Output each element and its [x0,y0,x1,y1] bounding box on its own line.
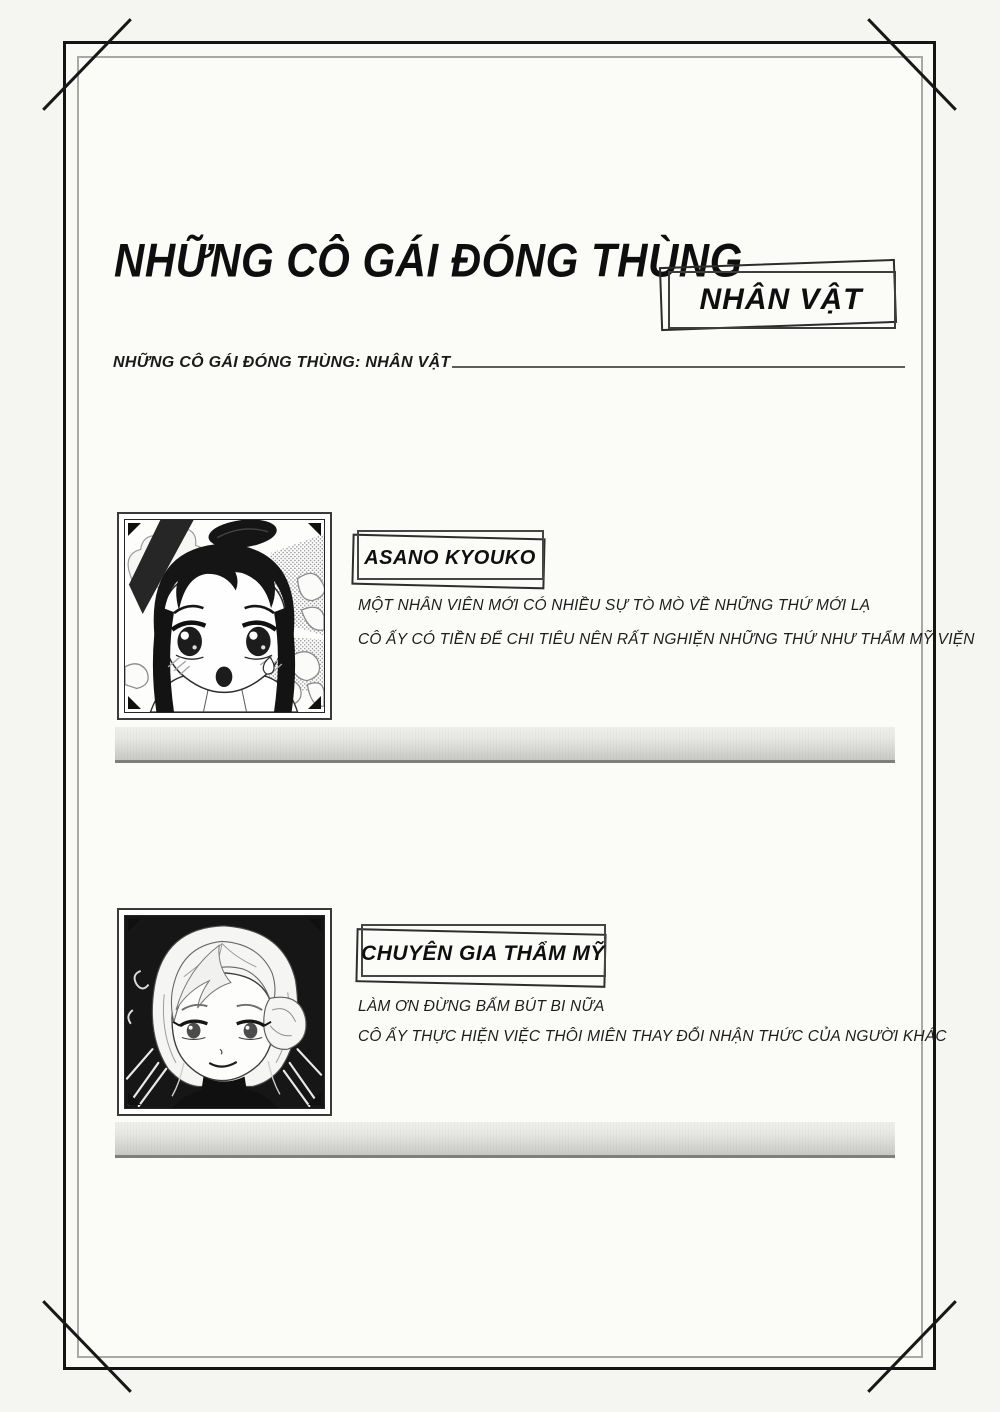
page-title: NHỮNG CÔ GÁI ĐÓNG THÙNG [114,234,743,287]
character-2-name-box [356,921,610,987]
breadcrumb-row [113,354,913,380]
breadcrumb: NHỮNG CÔ GÁI ĐÓNG THÙNG: NHÂN VẬT [113,354,451,371]
photo-corner-triangle [128,1092,141,1105]
character-1-portrait [124,519,325,713]
smiling-blonde-girl-portrait-image [125,916,324,1108]
character-2-description-line-1: LÀM ƠN ĐỪNG BẤM BÚT BI NỮA [358,998,605,1015]
surprised-dark-haired-girl-portrait-image [125,520,324,712]
character-2-description-line-2: CÔ ẤY THỰC HIỆN VIỆC THÔI MIÊN THAY ĐỔI NHẬN THỨC CỦA NGƯỜI KHÁC [358,1028,947,1045]
character-1-name-box [352,527,548,589]
character-2-portrait-frame [117,908,332,1116]
character-2-name: CHUYÊN GIA THẨM MỸ [361,942,605,965]
photo-corner-triangle [308,523,321,536]
photo-corner-triangle [128,696,141,709]
section-divider-bar [115,1122,895,1158]
characters-badge [660,257,902,339]
photo-corner-triangle [308,919,321,932]
photo-corner-triangle [308,1092,321,1105]
character-1-description-line-1: MỘT NHÂN VIÊN MỚI CÓ NHIỀU SỰ TÒ MÒ VỀ NHỮNG THỨ MỚI LẠ [358,597,871,614]
character-1-name: ASANO KYOUKO [364,546,536,569]
photo-corner-triangle [128,919,141,932]
badge-label: NHÂN VẬT [699,283,863,316]
photo-corner-triangle [128,523,141,536]
character-2-portrait [124,915,325,1109]
photo-corner-triangle [308,696,321,709]
character-1-description-line-2: CÔ ẤY CÓ TIỀN ĐỂ CHI TIÊU NÊN RẤT NGHIỆN NHỮNG THỨ NHƯ THẨM MỸ VIỆN [358,631,975,648]
character-1-portrait-frame [117,512,332,720]
breadcrumb-rule [452,366,905,368]
section-divider-bar [115,727,895,763]
